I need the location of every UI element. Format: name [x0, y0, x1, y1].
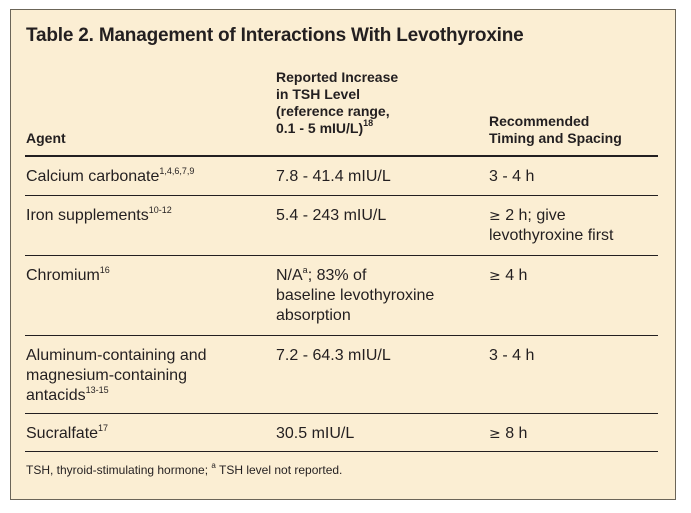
- table-row-timing-calcium-carbonate: 3 - 4 h: [489, 168, 535, 185]
- row-divider: [25, 335, 658, 336]
- table-bottom-rule: [25, 451, 658, 452]
- table-row-timing-chromium: ≥ 4 h: [489, 267, 528, 284]
- table-row-tsh-antacids: 7.2 - 64.3 mIU/L: [276, 347, 391, 364]
- row-divider: [25, 413, 658, 414]
- reference-marker: 18: [363, 118, 374, 129]
- reference-marker: 13-15: [85, 384, 109, 395]
- table-row-agent-chromium: Chromium$^{16}$: [26, 264, 110, 284]
- table-row-agent-antacids: Aluminum-containing and magnesium-containing antacids$^{13-15}$: [26, 347, 207, 404]
- reference-marker: 17: [98, 422, 109, 433]
- greater-or-equal-symbol: ≥: [489, 268, 501, 284]
- table-row-agent-calcium-carbonate: Calcium carbonate$^{1,4,6,7,9}$: [26, 165, 195, 185]
- reference-marker: 16: [99, 264, 110, 275]
- row-divider: [25, 195, 658, 196]
- column-header-timing: Recommended Timing and Spacing: [489, 113, 622, 146]
- table-row-tsh-chromium: $N/A^a$; 83% of baseline levothyroxine absorption: [276, 264, 435, 324]
- table-row-timing-sucralfate: ≥ 8 h: [489, 425, 528, 442]
- greater-or-equal-symbol: ≥: [489, 208, 501, 224]
- greater-or-equal-symbol: ≥: [489, 426, 501, 442]
- table-row-agent-iron-supplements: Iron supplements$^{10-12}$: [26, 204, 172, 224]
- header-divider: [25, 155, 658, 157]
- table-row-tsh-sucralfate: 30.5 mIU/L: [276, 425, 355, 442]
- column-header-agent: Agent: [26, 130, 66, 146]
- reference-marker: 10-12: [148, 204, 172, 215]
- table-row-tsh-calcium-carbonate: 7.8 - 41.4 mIU/L: [276, 168, 391, 185]
- reference-marker: 1,4,6,7,9: [159, 165, 195, 176]
- table-row-timing-antacids: 3 - 4 h: [489, 347, 535, 364]
- table-footnote: TSH, thyroid-stimulating hormone; $^a$ TSH level not reported.: [26, 461, 343, 477]
- row-divider: [25, 255, 658, 256]
- table-row-agent-sucralfate: Sucralfate$^{17}$: [26, 422, 109, 442]
- table-title: Table 2. Management of Interactions With Levothyroxine: [26, 25, 524, 46]
- footnote-marker: a: [211, 461, 216, 470]
- footnote-marker: a: [302, 264, 308, 275]
- table-row-timing-iron-supplements: ≥ 2 h; give levothyroxine first: [489, 207, 614, 244]
- table-row-tsh-iron-supplements: 5.4 - 243 mIU/L: [276, 207, 387, 224]
- column-header-tsh-increase: Reported Increase in TSH Level (reference range, 0.1 - 5 mIU/L)$^{18}$: [276, 69, 399, 136]
